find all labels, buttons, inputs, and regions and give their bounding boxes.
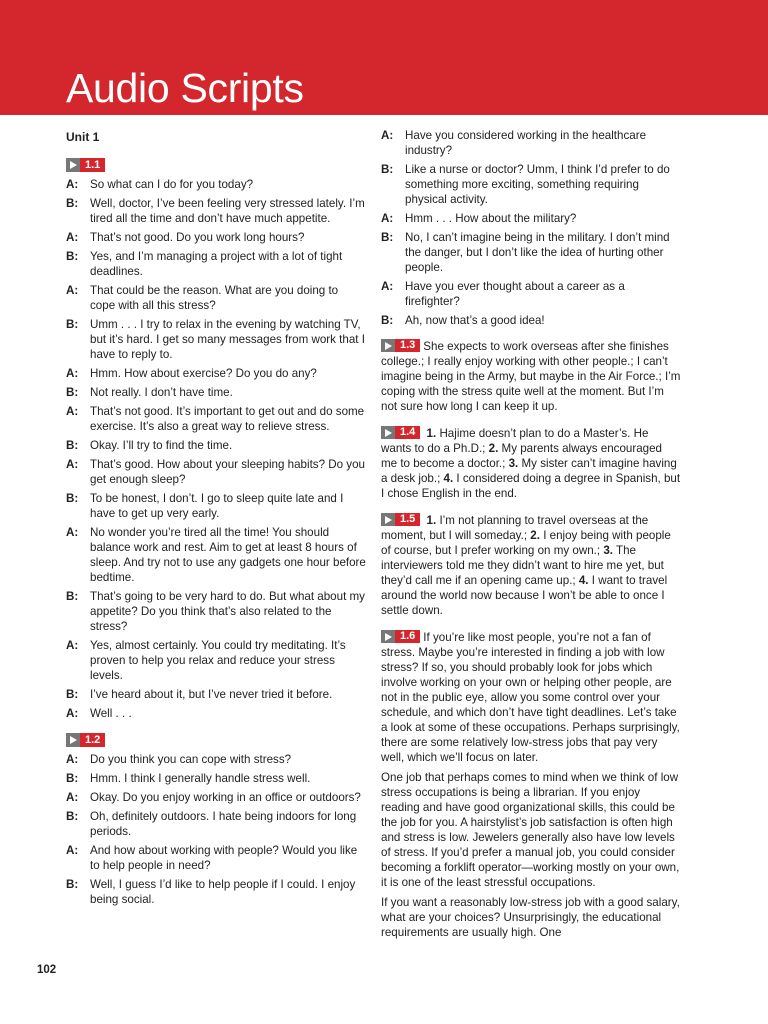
dialog-line xyxy=(66,706,366,721)
dialog-text: Not really. I don’t have time. xyxy=(90,386,233,399)
speaker-label: B: xyxy=(381,163,394,176)
right-column xyxy=(381,128,681,945)
dialog-text: That’s going to be very hard to do. But what about my appetite? Do you think that’s also related to the stress? xyxy=(90,590,365,633)
dialog-text: That’s good. How about your sleeping habits? Do you get enough sleep? xyxy=(90,458,365,486)
dialog-text: That could be the reason. What are you doing to cope with all this stress? xyxy=(90,284,339,312)
dialog-1-2 xyxy=(66,752,366,907)
speaker-label: B: xyxy=(66,590,79,603)
speaker-label: B: xyxy=(66,688,79,701)
item-number: 2. xyxy=(488,442,499,455)
play-icon[interactable] xyxy=(381,513,395,526)
item-text: My parents always encouraged me to become a doctor.; xyxy=(381,442,662,470)
speaker-label: A: xyxy=(66,178,79,191)
dialog-text: No wonder you’re tired all the time! You should balance work and rest. Aim to get at least 8 hours of sleep. And try not to use any gadgets one hour before bedtime. xyxy=(90,526,366,584)
item-number: 3. xyxy=(508,457,519,470)
dialog-text: And how about working with people? Would you like to help people in need? xyxy=(90,844,358,872)
dialog-1-1 xyxy=(66,177,366,721)
track-number: 1.1 xyxy=(80,158,105,172)
transcript-paragraph: If you want a reasonably low-stress job with a good salary, what are your choices? Unsurprisingly, the educational requirements are usually high. One xyxy=(381,896,680,939)
transcript-1-4 xyxy=(381,426,681,501)
track-1-3[interactable] xyxy=(381,339,420,352)
speaker-label: A: xyxy=(66,458,79,471)
speaker-label: B: xyxy=(66,250,79,263)
dialog-text: Hmm . . . How about the military? xyxy=(405,212,577,225)
transcript-1-3 xyxy=(381,339,681,414)
track-1-2[interactable] xyxy=(66,732,366,747)
transcript-text: If you’re like most people, you’re not a fan of stress. Maybe you’re interested in finding a job with low stress? If so, you should probably look for jobs which involve working on your own or helping other people, are not in the public eye, allow you some control over your schedule, and which don’t have tight deadlines. Let’s take a look at some of these occupations. Perhaps surprisingly, there are some relatively low-stress jobs that pay very well, which we’ll focus on later. xyxy=(381,631,680,764)
play-icon[interactable] xyxy=(66,158,80,172)
dialog-line xyxy=(66,491,366,521)
track-1-4[interactable] xyxy=(381,426,420,439)
item-number: 4. xyxy=(578,574,589,587)
item-number: 2. xyxy=(530,529,540,542)
speaker-label: A: xyxy=(66,639,79,652)
speaker-label: A: xyxy=(66,844,79,857)
speaker-label: B: xyxy=(381,231,394,244)
dialog-line xyxy=(66,385,366,400)
speaker-label: B: xyxy=(381,314,394,327)
speaker-label: B: xyxy=(66,197,79,210)
dialog-line xyxy=(66,809,366,839)
speaker-label: B: xyxy=(66,492,79,505)
transcript-paragraph: One job that perhaps comes to mind when we think of low stress occupations is being a librarian. If you enjoy reading and have good organizational skills, this could be the job for you. A hairstylist’s job satisfaction is often high and stress is low. Jewelers generally also have low levels of stress. If you’d prefer a manual job, you could consider becoming a forklift operator—working mostly on your own, it is one of the least stressful occupations. xyxy=(381,771,680,889)
page-title: Audio Scripts xyxy=(66,65,304,111)
speaker-label: A: xyxy=(66,405,79,418)
dialog-text: To be honest, I don’t. I go to sleep quite late and I have to get up very early. xyxy=(90,492,344,520)
track-1-6[interactable] xyxy=(381,630,420,643)
dialog-text: Oh, definitely outdoors. I hate being indoors for long periods. xyxy=(90,810,357,838)
dialog-text: Well, I guess I’d like to help people if I could. I enjoy being social. xyxy=(90,878,356,906)
dialog-line xyxy=(66,790,366,805)
dialog-line xyxy=(66,638,366,683)
transcript-text: She expects to work overseas after she finishes college.; I really enjoy working with other people.; I can’t imagine being in the Army, but maybe in the Air Force.; I’m coping with the stress quite well at the moment. But I’m not sure how long I can keep it up. xyxy=(381,340,681,413)
dialog-text: That’s not good. It’s important to get out and do some exercise. It’s also a great way to relieve stress. xyxy=(90,405,365,433)
speaker-label: A: xyxy=(66,707,79,720)
item-text: I’m not planning to travel overseas at the moment, but I will someday.; xyxy=(381,514,649,542)
dialog-line xyxy=(381,162,681,207)
dialog-line xyxy=(381,279,681,309)
speaker-label: A: xyxy=(66,526,79,539)
dialog-line xyxy=(66,843,366,873)
item-number: 4. xyxy=(443,472,454,485)
dialog-text: No, I can’t imagine being in the military. I don’t mind the danger, but I don’t like the idea of hurting other people. xyxy=(405,231,670,274)
dialog-text: Have you considered working in the healthcare industry? xyxy=(405,129,647,157)
item-text: Hajime doesn’t plan to do a Master’s. He wants to do a Ph.D.; xyxy=(381,427,649,455)
track-number: 1.6 xyxy=(395,630,420,643)
dialog-text: Okay. I’ll try to find the time. xyxy=(90,439,233,452)
dialog-text: I’ve heard about it, but I’ve never tried it before. xyxy=(90,688,333,701)
dialog-line xyxy=(66,366,366,381)
dialog-line xyxy=(381,211,681,226)
speaker-label: A: xyxy=(381,129,394,142)
item-text: I want to travel around the world now because I won’t be able to once I settle down. xyxy=(381,574,668,617)
dialog-line xyxy=(66,283,366,313)
dialog-text: Well . . . xyxy=(90,707,132,720)
dialog-line xyxy=(66,877,366,907)
item-text: My sister can’t imagine having a desk job.; xyxy=(381,457,677,485)
page-number: 102 xyxy=(37,964,57,976)
play-icon[interactable] xyxy=(381,630,395,643)
dialog-line xyxy=(66,404,366,434)
item-number: 1. xyxy=(426,427,437,440)
dialog-line xyxy=(66,589,366,634)
dialog-text: Umm . . . I try to relax in the evening by watching TV, but it’s hard. I get so many messages from work that I have to reply to. xyxy=(90,318,365,361)
track-number: 1.3 xyxy=(395,339,420,352)
dialog-line xyxy=(66,317,366,362)
speaker-label: A: xyxy=(66,284,79,297)
dialog-text: Yes, almost certainly. You could try meditating. It’s proven to help you relax and reduce your stress levels. xyxy=(90,639,346,682)
page-header xyxy=(0,0,768,115)
item-text: The interviewers told me they didn’t want to hire me yet, but they’d call me if an opening came up.; xyxy=(381,544,664,587)
item-text: I considered doing a degree in Spanish, but I chose English in the end. xyxy=(381,472,681,500)
dialog-line xyxy=(66,196,366,226)
speaker-label: B: xyxy=(66,318,79,331)
dialog-text: Okay. Do you enjoy working in an office or outdoors? xyxy=(90,791,361,804)
speaker-label: A: xyxy=(66,791,79,804)
dialog-line xyxy=(66,687,366,702)
track-1-5[interactable] xyxy=(381,513,420,526)
speaker-label: B: xyxy=(66,439,79,452)
speaker-label: B: xyxy=(66,386,79,399)
dialog-line xyxy=(66,438,366,453)
speaker-label: A: xyxy=(381,280,394,293)
dialog-line xyxy=(66,752,366,767)
play-icon[interactable] xyxy=(381,426,395,439)
speaker-label: B: xyxy=(66,878,79,891)
track-1-1[interactable] xyxy=(66,157,366,172)
transcript-1-5 xyxy=(381,513,681,618)
dialog-line xyxy=(66,249,366,279)
dialog-line xyxy=(381,230,681,275)
speaker-label: B: xyxy=(66,810,79,823)
track-number: 1.2 xyxy=(80,733,105,747)
dialog-text: Yes, and I’m managing a project with a lot of tight deadlines. xyxy=(90,250,343,278)
speaker-label: A: xyxy=(66,231,79,244)
dialog-text: Have you ever thought about a career as a firefighter? xyxy=(405,280,625,308)
track-number: 1.4 xyxy=(395,426,420,439)
speaker-label: A: xyxy=(66,753,79,766)
dialog-text: So what can I do for you today? xyxy=(90,178,254,191)
item-text: I enjoy being with people of course, but I prefer working on my own.; xyxy=(381,529,671,557)
play-icon[interactable] xyxy=(66,733,80,747)
dialog-text: Hmm. I think I generally handle stress well. xyxy=(90,772,311,785)
dialog-line xyxy=(66,771,366,786)
dialog-line xyxy=(66,525,366,585)
dialog-1-2-continued xyxy=(381,128,681,328)
left-column xyxy=(66,128,366,911)
dialog-text: Well, doctor, I’ve been feeling very stressed lately. I’m tired all the time and don’t have much appetite. xyxy=(90,197,365,225)
dialog-text: Hmm. How about exercise? Do you do any? xyxy=(90,367,317,380)
dialog-line xyxy=(66,457,366,487)
unit-heading: Unit 1 xyxy=(66,130,100,144)
dialog-line xyxy=(381,128,681,158)
track-number: 1.5 xyxy=(395,513,420,526)
dialog-line xyxy=(381,313,681,328)
speaker-label: A: xyxy=(381,212,394,225)
speaker-label: A: xyxy=(66,367,79,380)
dialog-text: Like a nurse or doctor? Umm, I think I’d prefer to do something more exciting, something requiring physical activity. xyxy=(405,163,670,206)
dialog-text: Ah, now that’s a good idea! xyxy=(405,314,545,327)
dialog-text: Do you think you can cope with stress? xyxy=(90,753,292,766)
item-number: 1. xyxy=(426,514,437,527)
item-number: 3. xyxy=(603,544,613,557)
dialog-text: That’s not good. Do you work long hours? xyxy=(90,231,305,244)
dialog-line xyxy=(66,177,366,192)
dialog-line xyxy=(66,230,366,245)
transcript-1-6 xyxy=(381,630,681,765)
speaker-label: B: xyxy=(66,772,79,785)
play-icon[interactable] xyxy=(381,339,395,352)
